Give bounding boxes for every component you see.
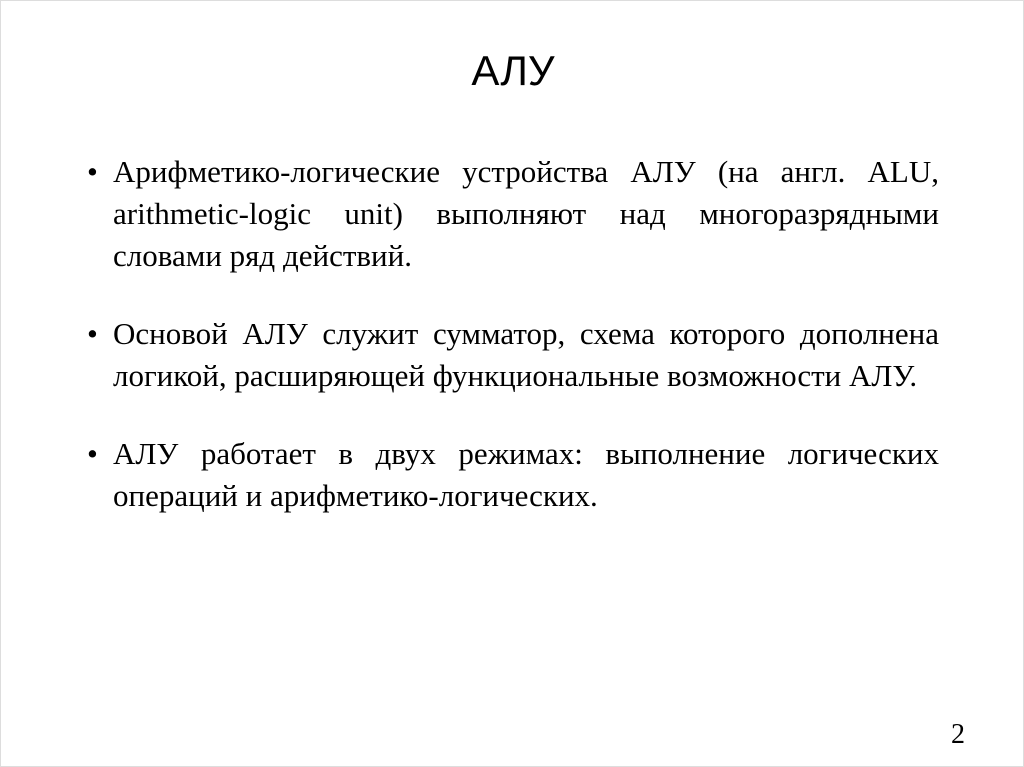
slide-title: АЛУ <box>471 47 555 94</box>
bullet-item: • Основой АЛУ служит сумматор, схема которого дополнена логикой, расширяющей функциональные возможности АЛУ. <box>87 313 939 397</box>
bullet-item: • АЛУ работает в двух режимах: выполнение логических операций и арифметико-логических. <box>87 433 939 517</box>
page-number: 2 <box>951 719 965 750</box>
bullet-list <box>87 151 939 553</box>
bullet-item: • Арифметико-логические устройства АЛУ (на англ. ALU, arithmetic-logic unit) выполняют над многоразрядными словами ряд действий. <box>87 151 939 277</box>
